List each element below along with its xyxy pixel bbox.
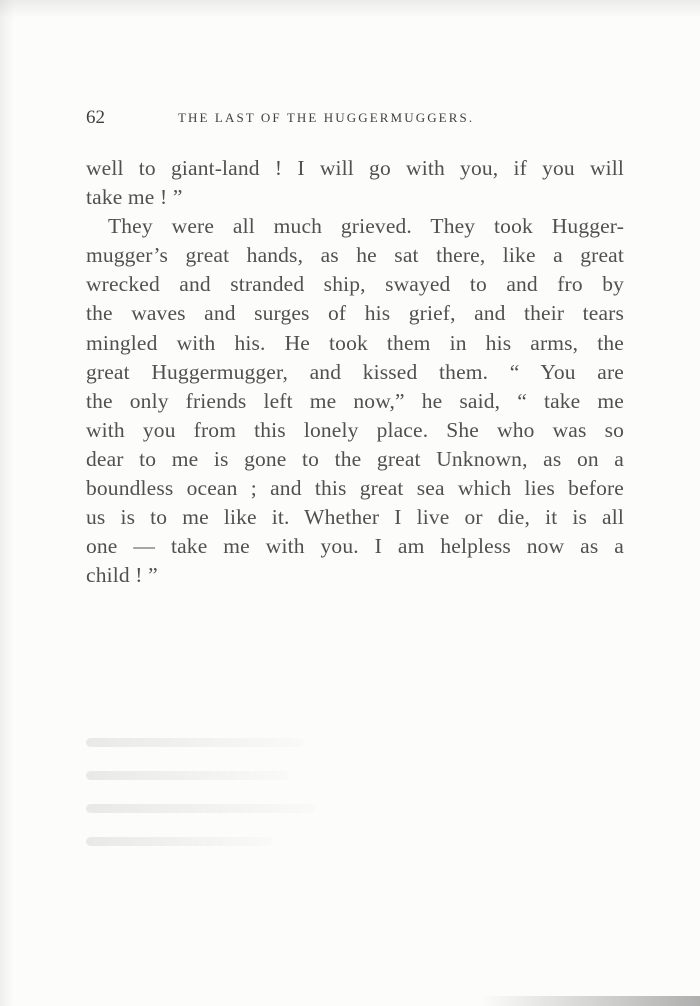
text-line: the waves and surges of his grief, and their tears (86, 301, 624, 326)
text-line: child ! ” (86, 563, 158, 588)
text-line: us is to me like it. Whether I live or die, it is all (86, 505, 624, 530)
bleed-line (86, 738, 304, 747)
bleed-line (86, 804, 315, 813)
text-line: boundless ocean ; and this great sea which lies before (86, 476, 624, 501)
page-body-text (86, 154, 624, 590)
text-line: mugger’s great hands, as he sat there, like a great (86, 243, 624, 268)
text-line: one — take me with you. I am helpless now as a (86, 534, 624, 559)
bleed-line (86, 771, 289, 780)
page-bottom-shadow (480, 996, 700, 1006)
bleed-through-text (86, 738, 346, 873)
text-line: the only friends left me now,” he said, “ take me (86, 388, 624, 413)
running-title: THE LAST OF THE HUGGERMUGGERS. (178, 110, 475, 125)
page-top-shadow (0, 0, 700, 18)
page-number: 62 (86, 107, 105, 128)
text-line: They were all much grieved. They took Hugger- (108, 214, 624, 239)
text-line: take me ! ” (86, 185, 183, 210)
text-line: well to giant-land ! I will go with you, if you will (86, 156, 624, 180)
text-line: great Huggermugger, and kissed them. “ You are (86, 359, 624, 384)
page-left-shadow (0, 0, 14, 1006)
text-line: wrecked and stranded ship, swayed to and fro by (86, 272, 624, 297)
text-line: mingled with his. He took them in his arms, the (86, 330, 624, 355)
text-line: with you from this lonely place. She who was so (86, 417, 624, 442)
bleed-line (86, 837, 273, 846)
running-head (86, 106, 618, 130)
text-line: dear to me is gone to the great Unknown, as on a (86, 446, 624, 471)
